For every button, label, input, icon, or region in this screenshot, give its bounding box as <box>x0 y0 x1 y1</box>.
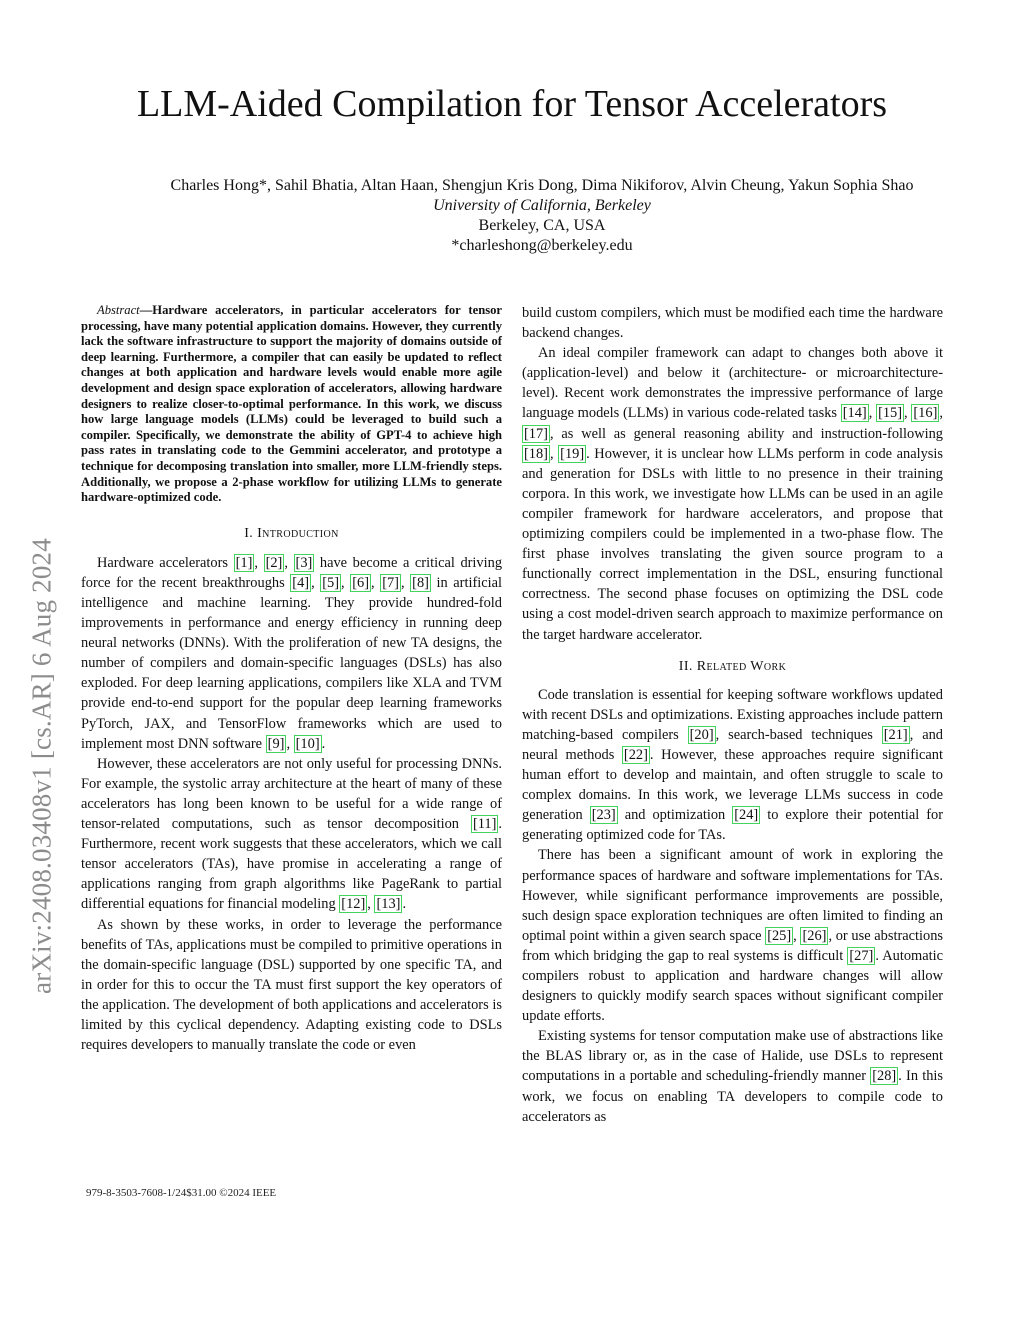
related-paragraph-2: There has been a significant amount of work in exploring the performance spaces of hardware and software implementations for TAs. However, while significant performance improvements are possible, such design space exploration techniques are often limited to finding an optimal point within a given search space [25] , [26] , or use abstractions from which bridging the gap to real systems is difficult [27] . Automatic compilers robust to application and hardware changes will allow designers to quickly modify search spaces without significant compiler update efforts. <box>522 847 944 1025</box>
citation-link[interactable]: [15] <box>878 405 903 422</box>
citation-link[interactable]: [16] <box>913 405 938 422</box>
intro-paragraph-3: As shown by these works, in order to leverage the performance benefits of TAs, applications must be compiled to primitive operations in the domain-specific language (DSL) supported by one specific TA, and in order for this to occur the TA must first support the key operators of the application. The development of both applications and accelerators is limited by this cyclical dependency. Adapting existing code to DSLs requires developers to manually translate the code or even <box>81 916 502 1054</box>
intro-paragraph-2: However, these accelerators are not only useful for processing DNNs. For example, the systolic array architecture at the heart of many of these accelerators has long been known to be useful for a wide range of tensor-related computations, such as tensor decomposition [11] . Furthermore, recent work suggests that these accelerators, which we call tensor accelerators (TAs), have promise in accelerating a range of applications ranging from graph algorithms like PageRank to partial differential equations for financial modeling [12] , [13] . <box>81 755 502 913</box>
citation-link[interactable]: [27] <box>849 947 874 964</box>
citation-link[interactable]: [25] <box>767 927 792 944</box>
author-institution: University of California, Berkeley <box>433 197 651 214</box>
citation-link[interactable]: [21] <box>883 726 908 743</box>
citation-link[interactable]: [14] <box>842 405 867 422</box>
arxiv-stamp-text: arXiv:2408.03408v1 [cs.AR] 6 Aug 2024 <box>26 538 57 994</box>
author-names: Charles Hong*, Sahil Bhatia, Altan Haan, Shengjun Kris Dong, Dima Nikiforov, Alvin Cheung, Yakun Sophia Shao <box>170 177 914 194</box>
author-location: Berkeley, CA, USA <box>478 217 606 234</box>
citation-link[interactable]: [1] <box>235 554 253 571</box>
citation-link[interactable]: [2] <box>265 554 283 571</box>
citation-link[interactable]: [6] <box>352 574 369 591</box>
citation-link[interactable]: [26] <box>802 927 827 944</box>
citation-link[interactable]: [3] <box>295 554 313 571</box>
section-heading-introduction: I. Introduction <box>244 525 339 541</box>
citation-link[interactable]: [5] <box>322 574 340 591</box>
citation-link[interactable]: [12] <box>341 896 366 913</box>
author-block <box>60 176 1024 256</box>
citation-link[interactable]: [4] <box>292 574 310 591</box>
section-heading-related-work: II. Related Work <box>678 658 787 674</box>
related-paragraph-3: Existing systems for tensor computation make use of abstractions like the BLAS library or, as in the case of Halide, use DSLs to represent computations in a portable and scheduling-friendly manner [28] . In this work, we focus on enabling TA developers to compile code to accelerators as <box>522 1028 943 1125</box>
citation-link[interactable]: [22] <box>623 746 648 763</box>
citation-link[interactable]: [11] <box>472 816 497 833</box>
author-email: *charleshong@berkeley.edu <box>451 237 633 254</box>
left-column <box>81 303 502 1055</box>
citation-link[interactable]: [13] <box>376 896 401 913</box>
citation-link[interactable]: [19] <box>560 445 585 462</box>
citation-link[interactable]: [20] <box>689 726 714 743</box>
citation-link[interactable]: [8] <box>412 574 429 591</box>
paper-title: LLM-Aided Compilation for Tensor Accelerators <box>136 83 888 125</box>
citation-link[interactable]: [28] <box>872 1068 897 1085</box>
copyright-footer: 979-8-3503-7608-1/24$31.00 ©2024 IEEE <box>86 1187 277 1199</box>
abstract <box>81 303 502 506</box>
citation-link[interactable]: [18] <box>524 445 548 462</box>
citation-link[interactable]: [10] <box>295 735 320 752</box>
related-paragraph-1: Code translation is essential for keeping software workflows updated with recent DSLs and optimizations. Existing approaches include pattern matching-based compilers [20] , search-based techniques [21] , and neural methods [22] . However, these approaches require significant human effort to develop and maintain, and often struggle to scale to complex domains. In this work, we leverage LLMs success in code generation [23] and optimization [24] to explore their potential for generating optimized code for TAs. <box>522 686 944 844</box>
right-column <box>522 303 943 1127</box>
citation-link[interactable]: [24] <box>734 807 759 824</box>
right-paragraph-1: An ideal compiler framework can adapt to changes both above it (application-level) and below it (architecture- or microarchitecture-level). Recent work demonstrates the impressive performance of large language models (LLMs) in various code-related tasks [14] , [15] , [16] , [17] , as well as general reasoning ability and instruction-following [18] , [19] . However, it is unclear how LLMs perform in code analysis and generation for DSLs with little to no presence in their training corpora. In this work, we investigate how LLMs can be used in an agile compiler framework for hardware accelerators, and propose that optimizing compilers could be implemented in a two-phase flow. The first phase involves translating the given source program to a functionally correct implementation in the DSL, ensuring functional correctness. The second phase focuses on optimizing the DSL code using a cost model-driven search approach to maximize performance on the target hardware accelerator. <box>522 345 943 643</box>
abstract-paragraph <box>81 303 502 506</box>
citation-link[interactable]: [7] <box>382 574 399 591</box>
intro-paragraph-1: Hardware accelerators [1] , [2] , [3] have become a critical driving force for the recent breakthroughs [4] , [5] , [6] , [7] , [8] in artificial intelligence and machine learning. They provide hundred-fold improvements in performance and energy efficiency in running deep neural networks (DNNs). With the proliferation of new TA designs, the number of compilers and domain-specific languages (DSLs) has also exploded. For deep learning applications, compilers like XLA and TVM provide end-to-end support for the popular deep learning frameworks PyTorch, JAX, and TensorFlow frameworks which are used to implement most DNN software [9] , [10] . <box>81 554 503 752</box>
citation-link[interactable]: [17] <box>524 425 548 442</box>
citation-link[interactable]: [9] <box>267 735 285 752</box>
citation-link[interactable]: [23] <box>591 807 616 824</box>
abstract-label: Abstract <box>97 303 140 317</box>
abstract-text: —Hardware accelerators, in particular accelerators for tensor processing, have many potential application domains. However, they currently lack the software infrastructure to support the majority of domains outside of deep learning. Furthermore, a compiler that can easily be updated to reflect changes at both application and hardware levels would enable more agile development and design space exploration of accelerators, allowing hardware designers to realize closer-to-optimal performance. In this work, we discuss how large language models (LLMs) could be leveraged to build such a compiler. Specifically, we demonstrate the ability of GPT-4 to achieve high pass rates in translating code to the Gemmini accelerator, and prototype a technique for decomposing translation into smaller, more LLM-friendly steps. Additionally, we propose a 2-phase workflow for utilizing LLMs to generate hardware-optimized code. <box>81 303 502 505</box>
right-paragraph-0: build custom compilers, which must be modified each time the hardware backend changes. <box>522 305 943 342</box>
